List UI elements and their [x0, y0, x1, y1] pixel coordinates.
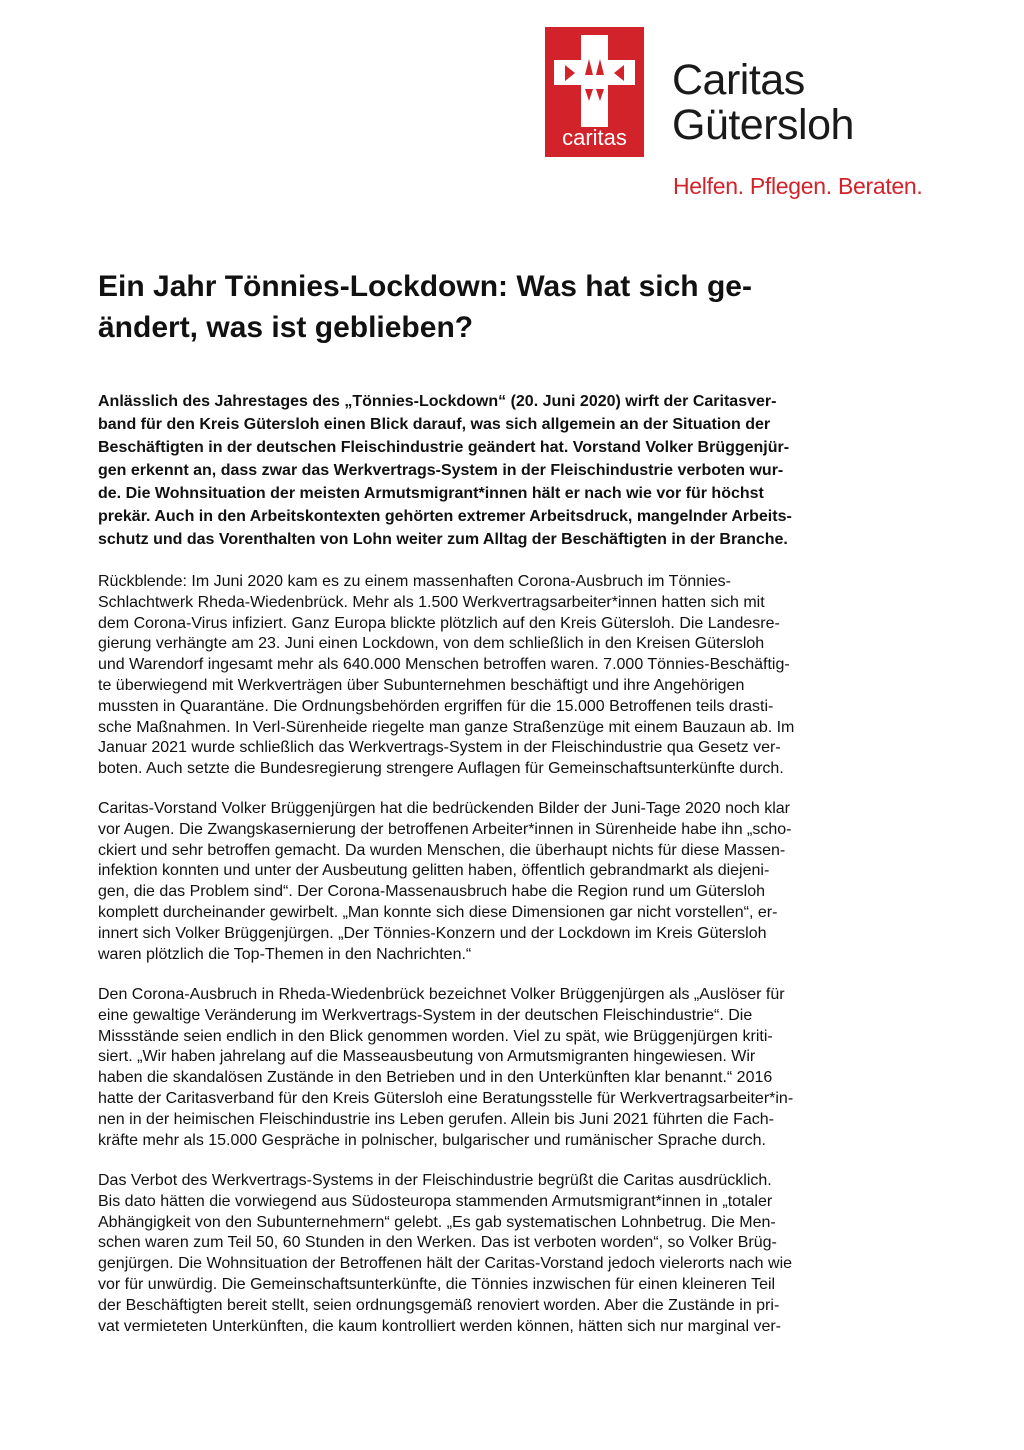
lead-line: schutz und das Vorenthalten von Lohn weiter zum Alltag der Beschäftigten in der Branche. — [98, 531, 788, 548]
lead-line: gen erkennt an, dass zwar das Werkvertrags-System in der Fleischindustrie verboten wur- — [98, 462, 784, 479]
text-line: mussten in Quarantäne. Die Ordnungsbehörden ergriffen für die 15.000 Betroffenen teils drasti- — [98, 697, 774, 715]
text-line: nen in der heimischen Fleischindustrie ins Leben gerufen. Allein bis Juni 2021 führten die Fach- — [98, 1110, 774, 1128]
organization-tagline: Helfen. Pflegen. Beraten. — [673, 173, 923, 199]
text-line: Den Corona-Ausbruch in Rheda-Wiedenbrück bezeichnet Volker Brüggenjürgen als „Auslöser für — [98, 986, 785, 1003]
text-line: komplett durcheinander gewirbelt. „Man konnte sich diese Dimensionen gar nicht vorstellen“, er- — [98, 903, 778, 921]
text-line: vat vermieteten Unterkünften, die kaum kontrolliert werden können, hätten sich nur marginal ver- — [98, 1317, 782, 1335]
text-line: te überwiegend mit Werkverträgen über Subunternehmen beschäftigt und ihre Angehörigen — [98, 676, 745, 694]
text-line: Januar 2021 wurde schließlich das Werkvertrags-System in der Fleischindustrie qua Gesetz ver- — [98, 739, 781, 757]
text-line: dem Corona-Virus infiziert. Ganz Europa blickte plötzlich auf den Kreis Gütersloh. Die Landesre- — [98, 614, 780, 632]
text-line: Rückblende: Im Juni 2020 kam es zu einem massenhaften Corona-Ausbruch im Tönnies- — [98, 573, 731, 590]
text-line: der Beschäftigten bereit stellt, seien ordnungsgemäß renoviert worden. Aber die Zustände in pri- — [98, 1296, 780, 1314]
text-line: hatte der Caritasverband für den Kreis Gütersloh eine Beratungsstelle für Werkvertragsarbeiter*in- — [98, 1089, 794, 1107]
text-line: sche Maßnahmen. In Verl-Sürenheide riegelte man ganze Straßenzüge mit einem Bauzaun ab. Im — [98, 718, 795, 736]
text-line: ckiert und sehr betroffen gemacht. Da wurden Menschen, die überhaupt nichts für diese Massen- — [98, 841, 786, 859]
text-line: waren plötzlich die Top-Themen in den Nachrichten.“ — [98, 945, 472, 963]
text-line: Schlachtwerk Rheda-Wiedenbrück. Mehr als 1.500 Werkvertragsarbeiter*innen hatten sich mit — [98, 593, 765, 611]
text-line: infektion konnten und unter der Ausbeutung gelitten haben, öffentlich gebrandmarkt als diejeni- — [98, 862, 770, 880]
text-line: vor für unwürdig. Die Gemeinschaftsunterkünfte, die Tönnies inzwischen für einen kleineren Teil — [98, 1275, 776, 1293]
organization-name — [672, 58, 854, 148]
body-paragraph-ban — [98, 1171, 928, 1337]
text-line: vor Augen. Die Zwangskasernierung der betroffenen Arbeiter*innen in Sürenheide habe ihn „scho- — [98, 820, 792, 838]
lead-line: Beschäftigten in der deutschen Fleischindustrie geändert hat. Vorstand Volker Brüggenjür- — [98, 439, 790, 456]
text-line: haben die skandalösen Zustände in den Betrieben und in den Unterkünften klar benannt.“ 2016 — [98, 1069, 773, 1087]
text-line: Caritas-Vorstand Volker Brüggenjürgen hat die bedrückenden Bilder der Juni-Tage 2020 noch klar — [98, 800, 790, 817]
text-line: schen waren zum Teil 50, 60 Stunden in den Werken. Das ist verboten worden“, so Volker Brüg- — [98, 1234, 777, 1252]
organization-name-line: Caritas — [672, 56, 805, 104]
text-line: Missstände seien endlich in den Blick genommen worden. Viel zu spät, wie Brüggenjürgen kriti- — [98, 1027, 773, 1045]
text-line: Abhängigkeit von den Subunternehmern“ gelebt. „Es gab systematischen Lohnbetrug. Die Men- — [98, 1213, 776, 1231]
body-paragraph-flashback — [98, 572, 928, 780]
text-line: eine gewaltige Veränderung im Werkvertrags-System in der deutschen Fleischindustrie“. Die — [98, 1006, 753, 1024]
text-line: und Warendorf ingesamt mehr als 640.000 Menschen betroffen waren. 7.000 Tönnies-Beschäftig- — [98, 656, 790, 674]
lead-line: prekär. Auch in den Arbeitskontexten gehörten extremer Arbeitsdruck, mangelnder Arbeits- — [98, 508, 792, 525]
text-line: Bis dato hätten die vorwiegend aus Südosteuropa stammenden Armutsmigrant*innen in „totaler — [98, 1192, 773, 1210]
page-title — [98, 266, 898, 348]
text-line: Das Verbot des Werkvertrags-Systems in der Fleischindustrie begrüßt die Caritas ausdrücklich. — [98, 1172, 772, 1189]
caritas-logo-mark — [545, 27, 644, 157]
text-line: siert. „Wir haben jahrelang auf die Masseausbeutung von Armutsmigranten hingewiesen. Wir — [98, 1048, 756, 1066]
title-line: ändert, was ist geblieben? — [98, 311, 474, 344]
text-line: gierung verhängte am 23. Juni einen Lockdown, von dem schließlich in den Kreisen Gütersloh — [98, 635, 765, 653]
lead-line: band für den Kreis Gütersloh einen Blick darauf, was sich allgemein an der Situation der — [98, 416, 771, 433]
body-paragraph-memories — [98, 799, 928, 965]
lead-paragraph — [98, 390, 928, 551]
logo-mark-text: caritas — [562, 125, 627, 150]
lead-line: Anlässlich des Jahrestages des „Tönnies-Lockdown“ (20. Juni 2020) wirft der Caritasver- — [98, 393, 777, 410]
body-paragraph-trigger — [98, 985, 928, 1151]
text-line: genjürgen. Die Wohnsituation der Betroffenen hält der Caritas-Vorstand jedoch vielerorts nach wie — [98, 1255, 793, 1273]
title-line: Ein Jahr Tönnies-Lockdown: Was hat sich ge- — [98, 270, 752, 303]
text-line: gen, die das Problem sind“. Der Corona-Massenausbruch habe die Region rund um Gütersloh — [98, 883, 766, 901]
caritas-flame-cross-icon — [545, 27, 644, 131]
organization-name-line: Gütersloh — [672, 101, 854, 149]
text-line: boten. Auch setzte die Bundesregierung strengere Auflagen für Gemeinschaftsunterkünfte durch. — [98, 760, 784, 778]
text-line: kräfte mehr als 15.000 Gespräche in polnischer, bulgarischer und rumänischer Sprache durch. — [98, 1131, 766, 1149]
text-line: innert sich Volker Brüggenjürgen. „Der Tönnies-Konzern und der Lockdown im Kreis Gütersloh — [98, 924, 767, 942]
lead-line: de. Die Wohnsituation der meisten Armutsmigrant*innen hält er nach wie vor für höchst — [98, 485, 764, 502]
